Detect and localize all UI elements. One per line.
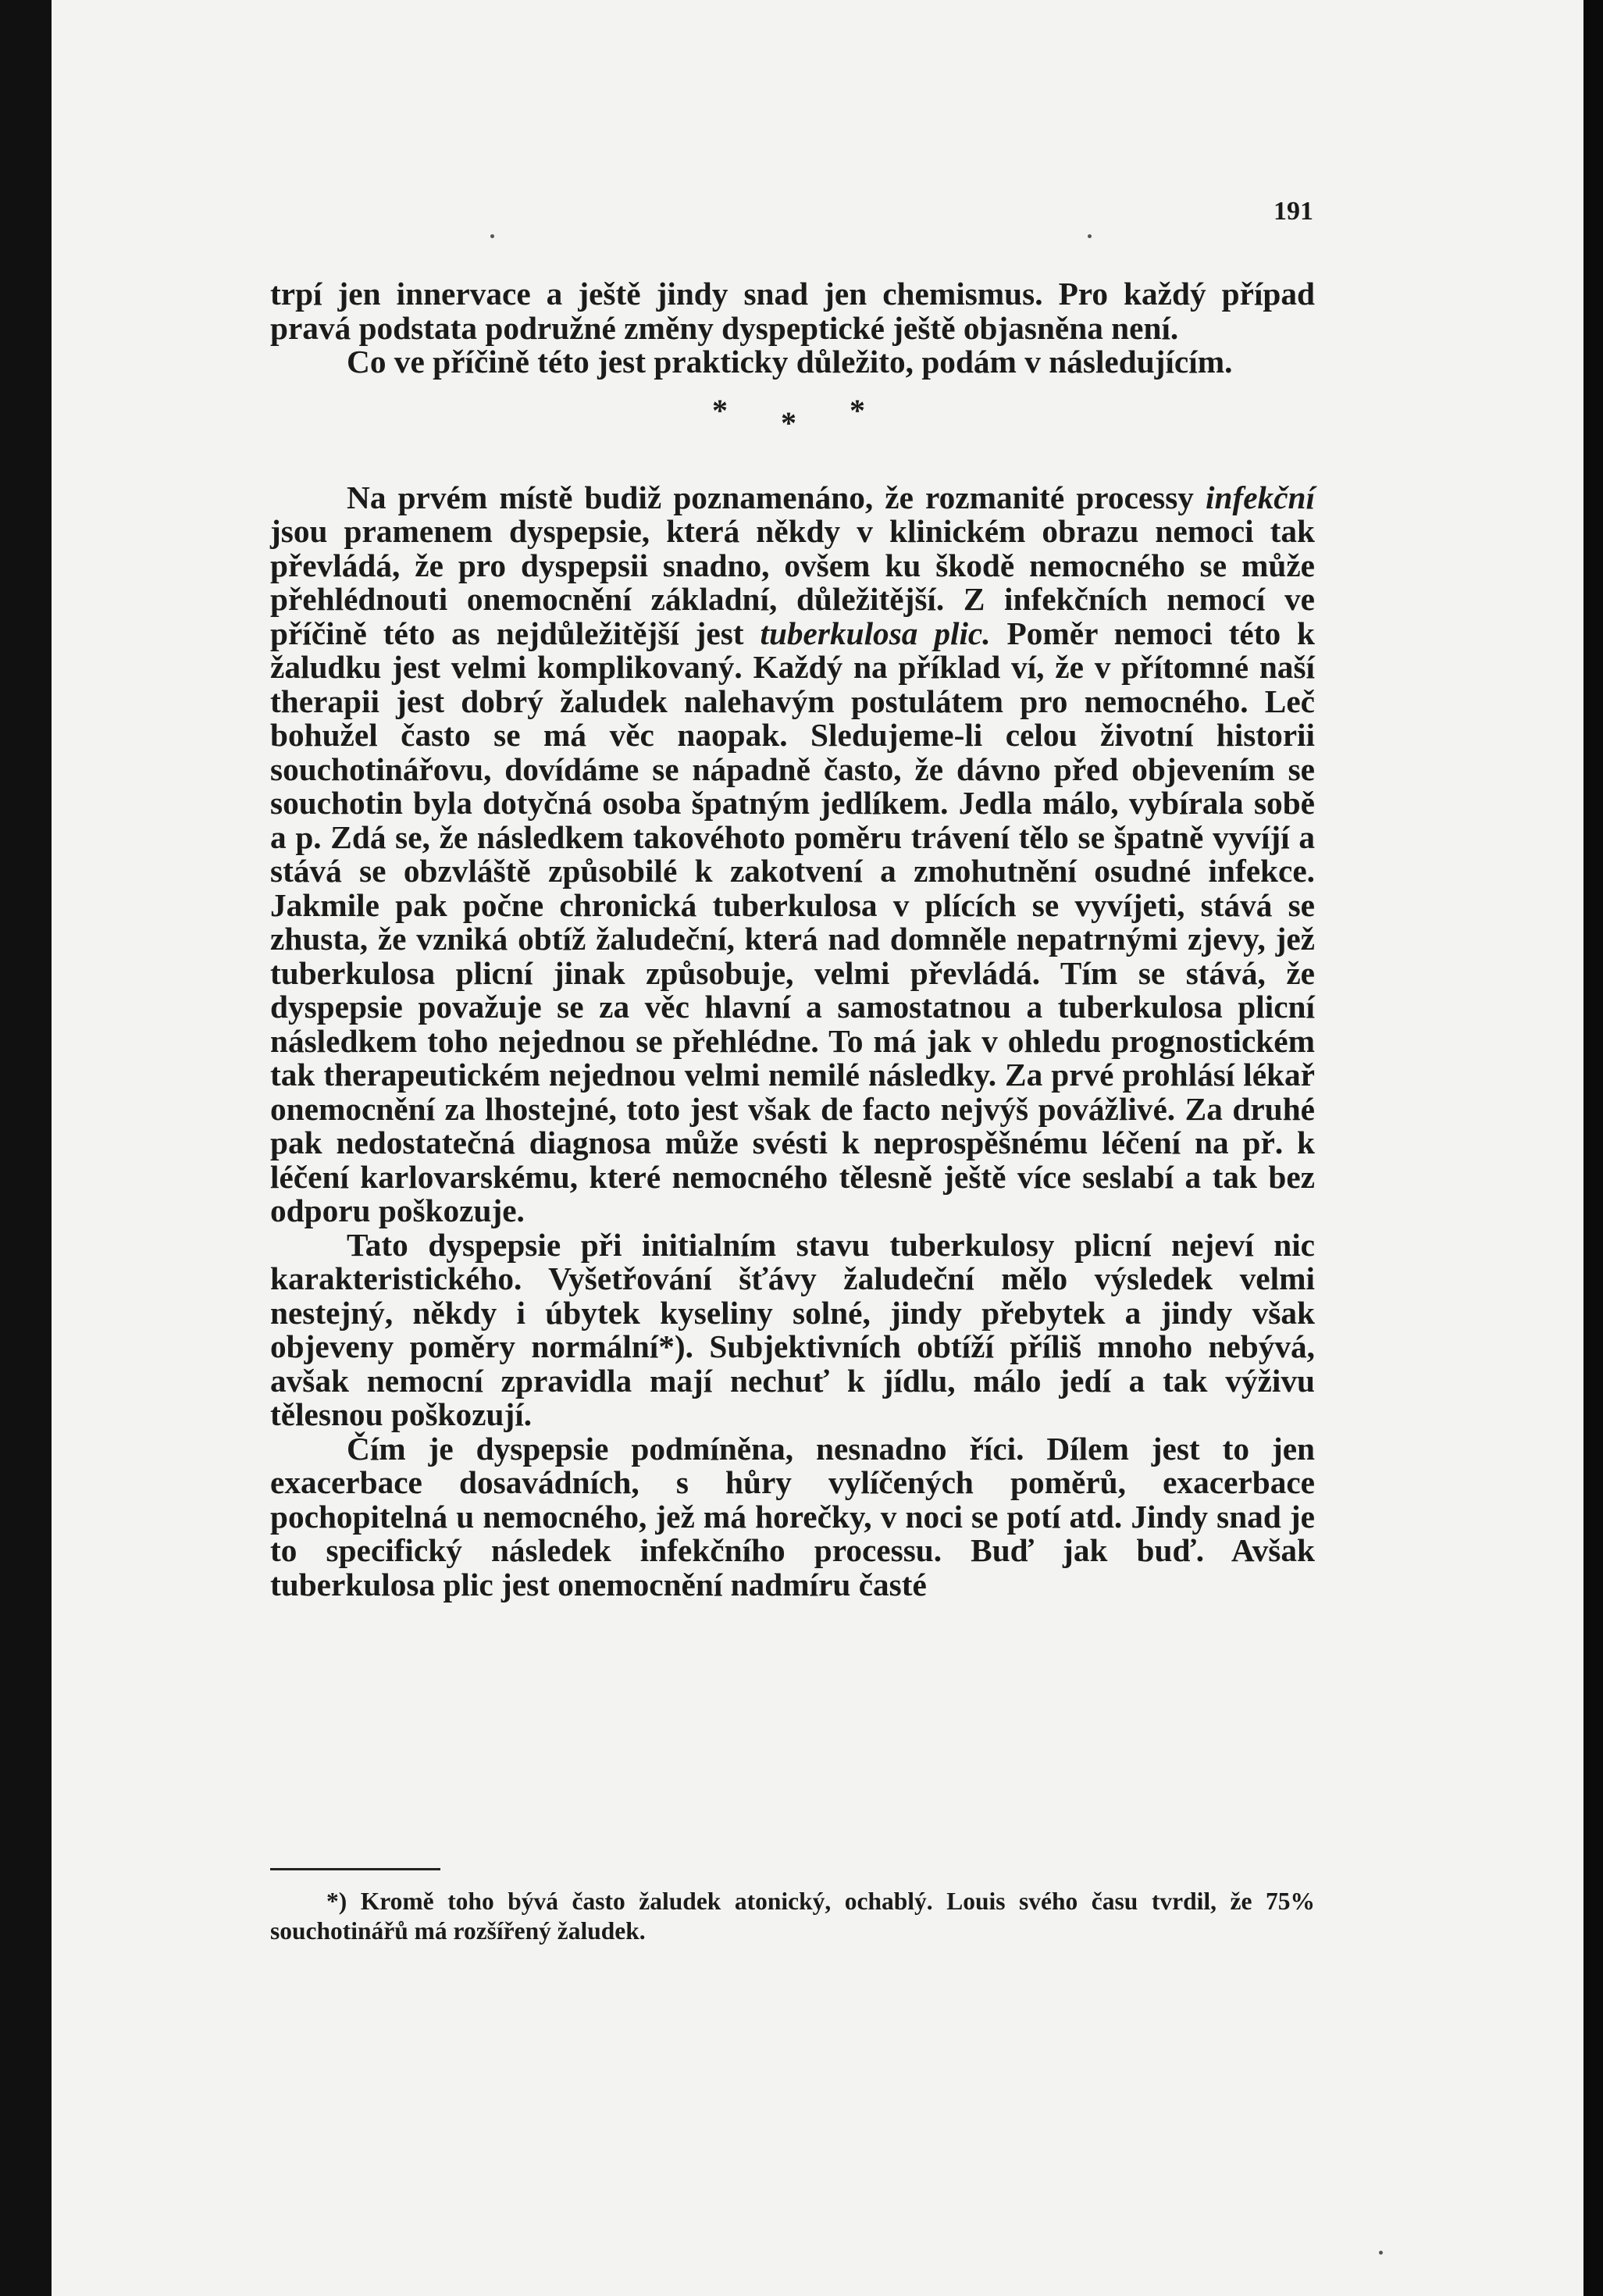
text-run: Poměr nemoci této k žaludku jest velmi komplikovaný. Každý na příklad ví, že v přítomné naší therapii jest dobrý žaludek nalehavým postulátem pro nemocného. Leč bohužel často se má věc naopak. Sledujeme-li celou životní historii souchotinářovu, dovídáme se nápadně často, že dávno před objevením se souchotin byla dotyčná osoba špatným jedlíkem. Jedla málo, vybírala sobě a p. Zdá se, že následkem takovéhoto poměru trávení tělo se špatně vyvíjí a stává se obzvláště způsobilé k zakotvení a zmohutnění osudné infekce. Jakmile pak počne chronická tuberkulosa v plících se vyvíjeti, stává se zhusta, že vzniká obtíž žaludeční, která nad domněle nepatrnými zjevy, jež tuberkulosa plicní jinak způsobuje, velmi převládá. Tím se stává, že dyspepsie považuje se za věc hlavní a samostatnou a tuberkulosa plicní následkem toho nejednou se přehlédne. To má jak v ohledu prognostickém tak therapeutickém nejednou velmi nemilé následky. Za prvé prohlásí lékař onemocnění za lhostejné, toto jest však de facto nejvýš povážlivé. Za druhé pak nedostatečná diagnosa může svésti k neprospěšnému léčení na př. k léčení karlovarskému, které nemocného tělesně ještě více seslabí a tak bez odporu poškozuje. xyxy=(270,615,1315,1228)
scanned-page xyxy=(52,0,1583,2296)
paragraph: Tato dyspepsie při initialním stavu tuberkulosy plicní nejeví nic karakteristického. Vyšetřování šťávy žaludeční mělo výsledek velmi nestejný, někdy i úbytek kyseliny solné, jindy přebytek a jindy však objeveny poměry normální*). Subjektivních obtíží příliš mnoho nebývá, avšak nemocní zpravidla mají nechuť k jídlu, málo jedí a tak výživu tělesnou poškozují. xyxy=(270,1226,1315,1432)
emphasized-term: infekční xyxy=(1206,479,1315,515)
page-number: 191 xyxy=(1273,197,1313,226)
paragraph: Čím je dyspepsie podmíněna, nesnadno říci. Dílem jest to jen exacerbace dosavádních, s hůry vylíčených poměrů, exacerbace pochopitelná u nemocného, jež má horečky, v noci se potí atd. Jindy snad je to specifický následek infekčního processu. Buď jak buď. Avšak tuberkulosa plic jest onemocnění nadmíru časté xyxy=(270,1430,1315,1603)
footnote: *) Kromě toho bývá často žaludek atonický, ochablý. Louis svého času tvrdil, že 75% souchotinářů má rozšířený žaludek. xyxy=(270,1888,1315,1945)
text-run: jsou pramenem dyspepsie, která někdy v klinickém obrazu nemoci tak převládá, že pro dyspepsii snadno, ovšem ku škodě nemocného se může přehlédnouti onemocnění základní, důležitější. Z infekčních nemocí ve příčině této as nejdůležitější jest xyxy=(270,513,1315,651)
footnote-rule xyxy=(270,1868,440,1870)
asterisk-icon: * xyxy=(850,392,865,428)
body-text xyxy=(270,277,1315,1602)
emphasized-term: tuberkulosa plic. xyxy=(760,615,991,651)
text-run: Na prvém místě budiž poznamenáno, že rozmanité processy xyxy=(347,479,1194,515)
section-separator xyxy=(270,380,1315,481)
asterisk-icon: * xyxy=(781,405,796,440)
paragraph: Co ve příčině této jest prakticky důležito, podám v následujícím. xyxy=(347,344,1233,380)
dust-speck xyxy=(490,234,494,238)
asterisk-icon: * xyxy=(712,392,728,428)
scan-border xyxy=(1583,0,1603,2296)
paragraph: trpí jen innervace a ještě jindy snad jen chemismus. Pro každý případ pravá podstata podružné změny dyspeptické ještě objasněna není. xyxy=(270,276,1315,346)
dust-speck xyxy=(1379,2251,1383,2255)
dust-speck xyxy=(1088,234,1092,238)
paragraph xyxy=(270,481,1315,1228)
